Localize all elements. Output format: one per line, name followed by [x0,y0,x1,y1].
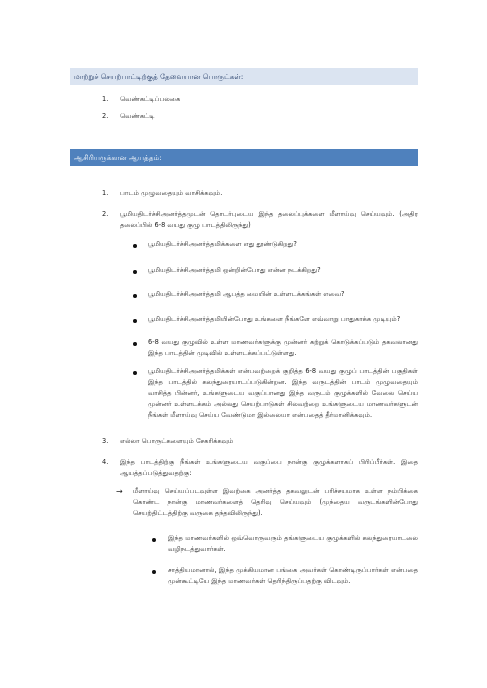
bullet-dot [152,570,156,574]
list-number: 2. [102,112,109,120]
section-header-teacher-prep [70,149,418,166]
bullet-dot [152,538,156,542]
list-number: 2. [102,210,109,218]
bullet-item: பூமியதிடர்ச்சிஅனர்த்தமியின்போது உங்களை நீங்களே எவ்வாறு பாதுகாக்க முடியும்? [148,315,401,323]
bullet-dot [133,294,137,298]
bullet-item: பூமியதிடர்ச்சிஅனர்த்தமிக்களை எது தூண்டுகிறது? [148,240,297,248]
sub-bullet-item: இந்த மாணவர்களில் ஒவ்வொருவரும் தங்களுடைய குழுக்களில் கலந்துரையாடலை வழிநடத்துவார்கள். [168,534,418,553]
list-number: 1. [102,189,109,197]
list-item: வெண்கட்டி [120,112,155,120]
bullet-item: 6-8 வயது குழுவில் உள்ள மாணவர்களுக்கு முன்னர் கற்றுக் கொடுக்கப்படும் தகவலானது இந்த பாடத்தின் முடிவில் உள்ளடக்கப்பட்டுள்ளது. [148,338,418,357]
list-number: 4. [102,458,109,466]
section-title: மாற்றுச் செயற்பாட்டிற்குத் தேவையான பொருட்கள்: [74,71,244,81]
section-title: ஆசிரியருக்கான ஆயத்தம்: [74,152,162,162]
sub-bullet-item: சாத்தியமானால், இந்த முக்கியமான பங்கை அவர்கள் கொண்டிருப்பார்கள் என்பதை முன்கூட்டியே இந்த மாணவர்கள் தெரிந்திருப்பதற்கு விடவும். [168,566,418,585]
bullet-item: பூமியதிடர்ச்சிஅனர்த்தமிக்கள் என்பவற்றைக் குறித்த 6-8 வயது குழுப் பாடத்தின் பகுதிகள் இந்த பாடத்தில் கலந்துரையாடப்படுகின்றன. இந்த வருடத்தின் பாடம் முழுவதையும் வாசித்த பின்னர், உங்களுடைய வகுப்பானது இந்த வருடம் குழுக்களில் வேலை செய்ய முன்னர் உள்ளடக்கம் அல்லது செயற்பாடுகள் சிலவற்றை உங்களுடைய மாணவர்களுடன் நீங்கள் மீளாய்வு செய்ய வேண்டுமா இல்லையா என்பதைத் தீர்மானிக்கவும். [148,367,418,419]
list-item: எல்லா பொருட்களையும் சேகரிக்கவும் [120,437,234,445]
bullet-item: பூமியதிடர்ச்சிஅனர்த்தமி ஒன்றின்போது என்ன நடக்கிறது? [148,266,321,274]
section-header-materials [70,68,418,85]
bullet-item: பூமியதிடர்ச்சிஅனர்த்தமி ஆபத்த மையின் உள்ளடக்கங்கள் எவை? [148,290,345,298]
arrow-right-icon: → [116,487,123,496]
bullet-dot [133,342,137,346]
list-item: பாடம் முழுவதையும் வாசிக்கவும். [120,189,223,197]
bullet-dot [133,244,137,248]
arrow-item: மீளாய்வு செய்யப்படவுள்ள இவற்கை அனர்த்த தகவலுடன் பரிச்சயமாக உள்ள நம்பிக்கை கொண்ட நான்கு மாணவர்களைத் தெரிவு செய்யவும் (முந்தைய வருடங்களின்போது செயற்திட்டத்திற்கு வருகை தந்தவிலிருந்து). [133,487,418,517]
list-item: பூமியதிடர்ச்சிஅனர்த்தமுடன் தொடர்புடைய இந்த தலைப்புக்களை மீளாய்வு செய்யவும். (அதிர தலைப்பில் 6-8 வயது குழு பாடத்திலிருந்து) [120,210,418,229]
bullet-dot [133,319,137,323]
list-number: 3. [102,437,109,445]
list-item: இந்த பாடத்திற்கு நீங்கள் உங்களுடைய வகுப்பை நான்கு குழுக்களாகப் பிரிப்பீர்கள். இதை ஆயத்தப்படுத்துவதற்கு: [120,458,418,477]
bullet-dot [133,371,137,375]
bullet-dot [133,270,137,274]
list-number: 1. [102,95,109,103]
list-item: வெண்கட்டிப்பலகை [120,95,181,103]
